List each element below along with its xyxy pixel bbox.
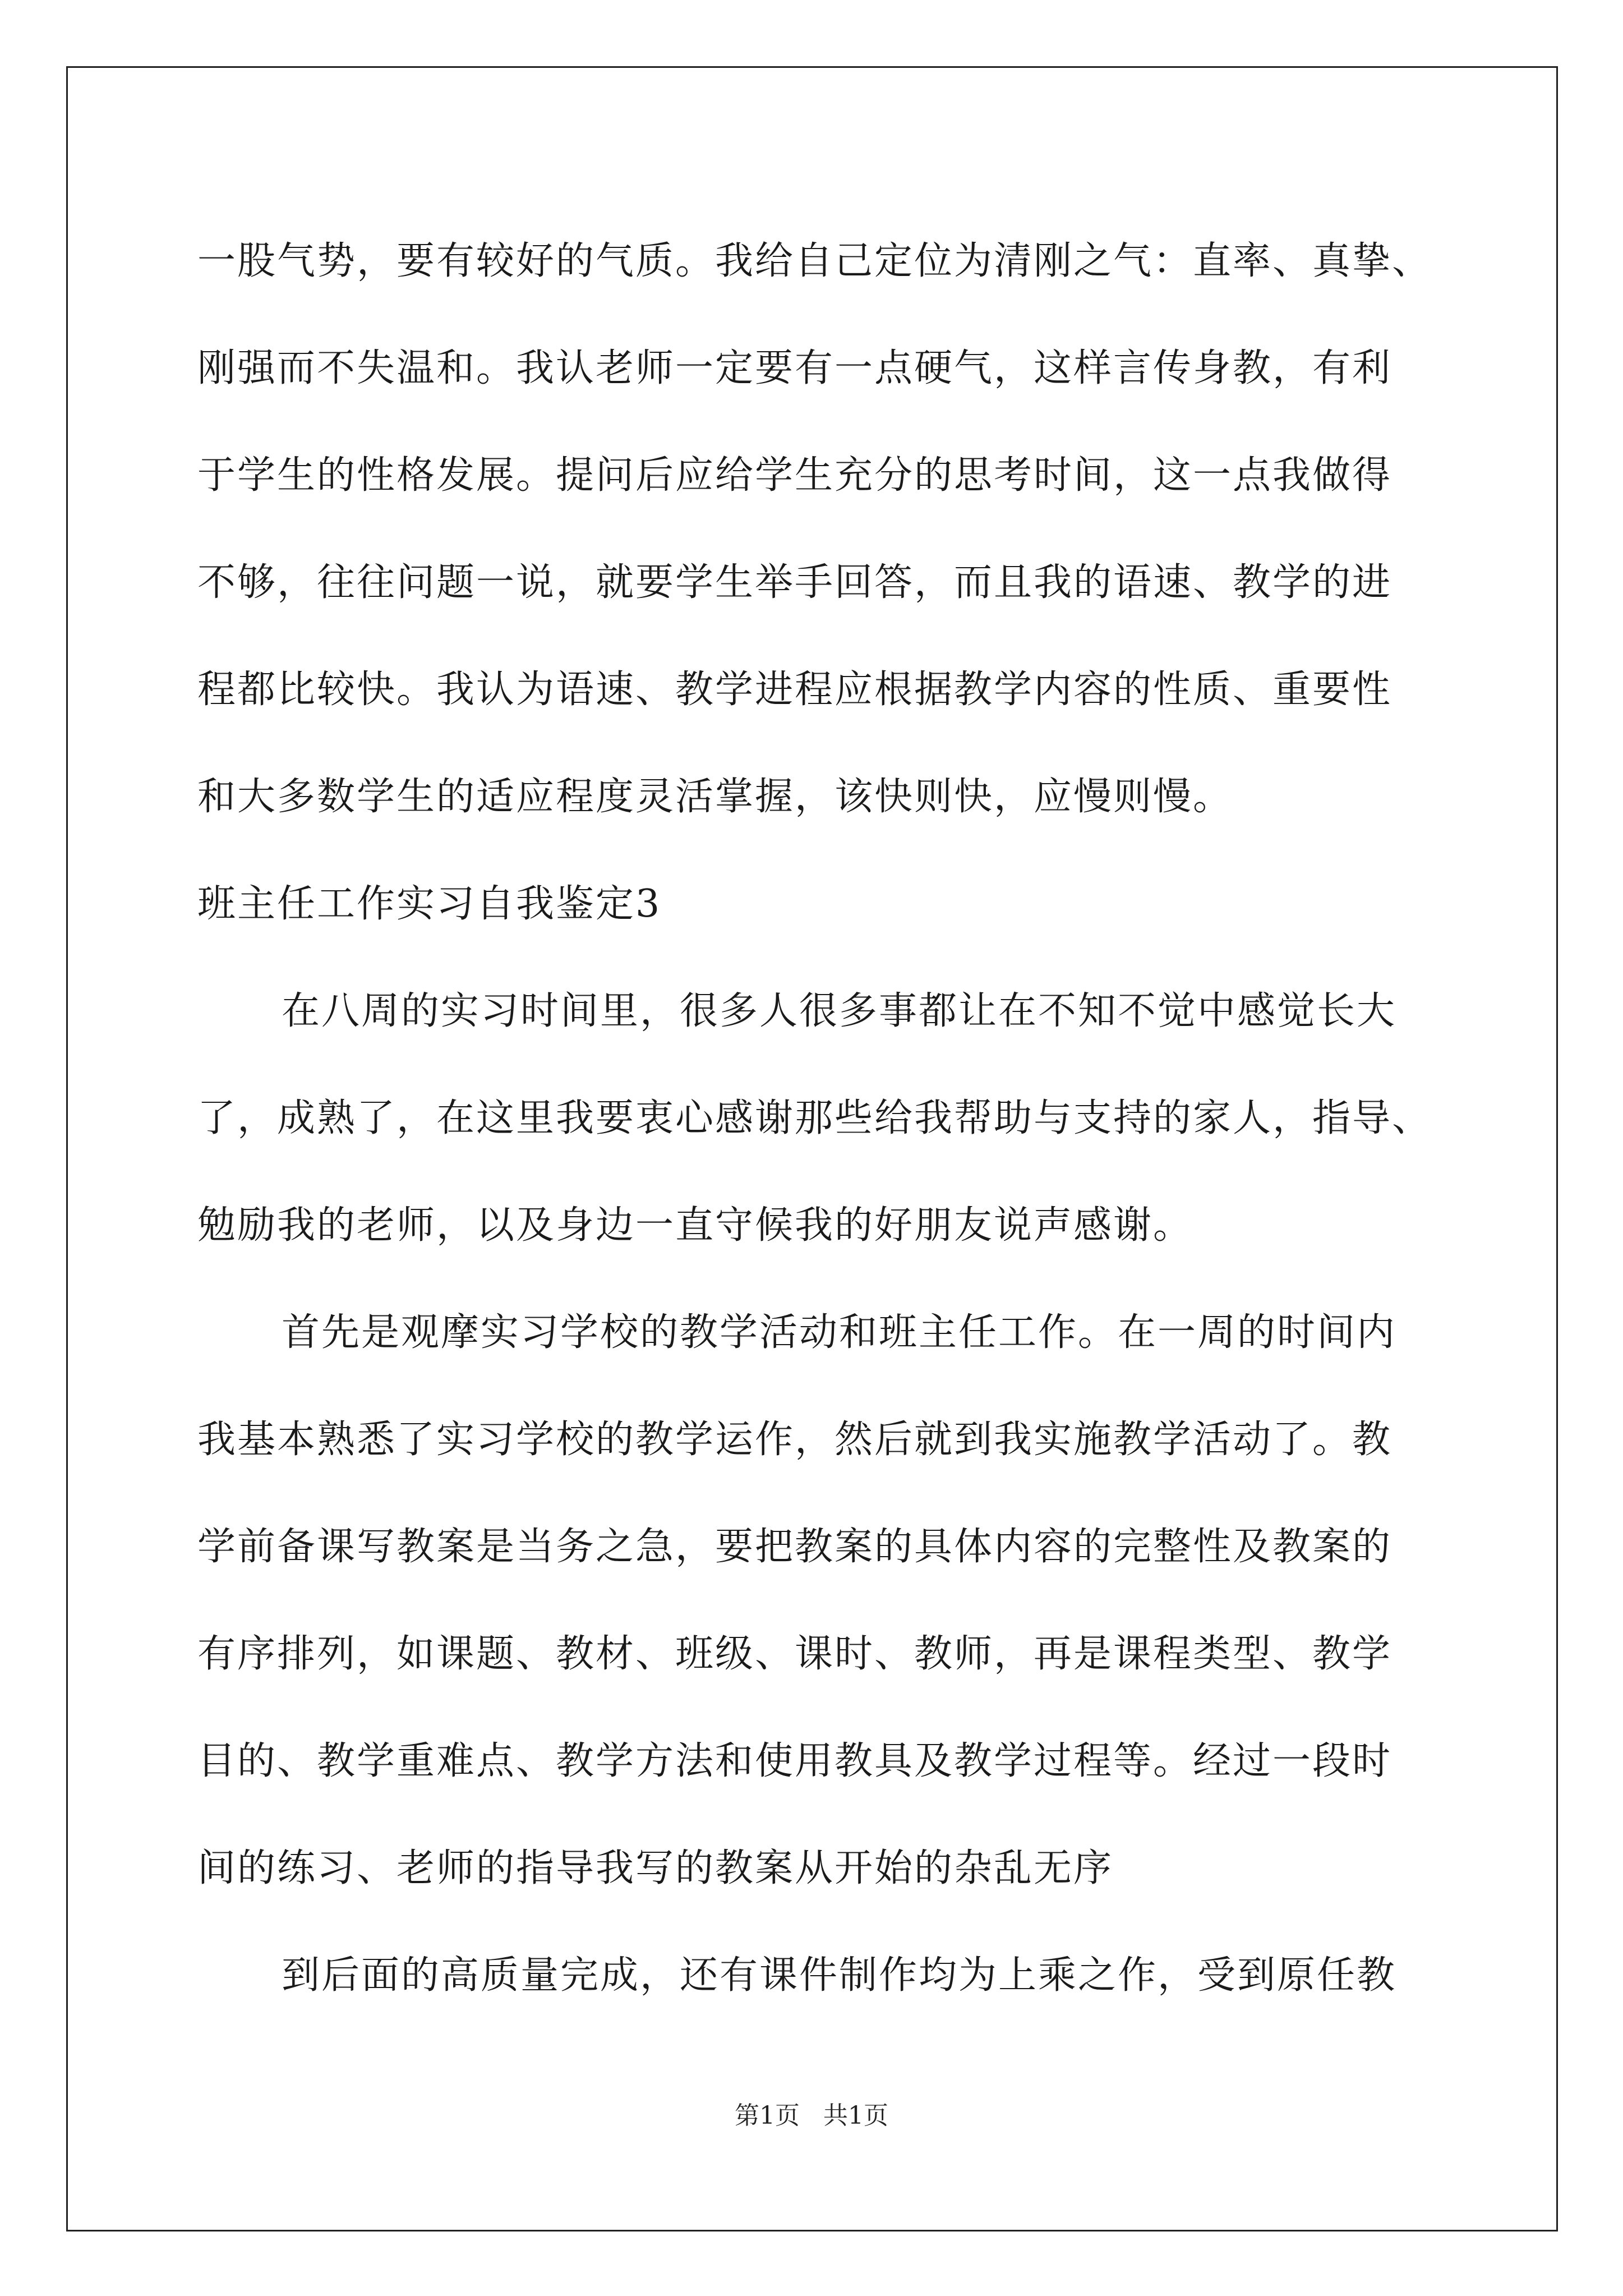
text-line: 班主任工作实习自我鉴定3 [197, 882, 662, 926]
text-line: 了，成熟了，在这里我要衷心感谢那些给我帮助与支持的家人，指导、 [197, 1096, 1432, 1140]
document-body [197, 208, 1442, 2029]
text-line: 目的、教学重难点、教学方法和使用教具及教学过程等。经过一段时 [197, 1739, 1393, 1783]
text-line: 在八周的实习时间里，很多人很多事都让在不知不觉中感觉长大 [282, 989, 1397, 1033]
text-line: 我基本熟悉了实习学校的教学运作，然后就到我实施教学活动了。教 [197, 1418, 1393, 1462]
page-number-current: 第1页 [735, 2101, 800, 2130]
text-line: 间的练习、老师的指导我写的教案从开始的杂乱无序 [197, 1846, 1114, 1890]
page-number-total: 共1页 [823, 2101, 888, 2130]
text-line: 学前备课写教案是当务之急，要把教案的具体内容的完整性及教案的 [197, 1525, 1393, 1569]
text-line: 勉励我的老师，以及身边一直守候我的好朋友说声感谢。 [197, 1203, 1193, 1248]
text-line: 到后面的高质量完成，还有课件制作均为上乘之作，受到原任教 [282, 1953, 1397, 1998]
text-line: 一股气势，要有较好的气质。我给自己定位为清刚之气：直率、真挚、 [197, 239, 1432, 283]
text-line: 刚强而不失温和。我认老师一定要有一点硬气，这样言传身教，有利 [197, 346, 1393, 390]
text-line: 程都比较快。我认为语速、教学进程应根据教学内容的性质、重要性 [197, 668, 1393, 712]
text-line: 和大多数学生的适应程度灵活掌握，该快则快，应慢则慢。 [197, 775, 1233, 819]
page-footer [0, 2095, 1623, 2131]
text-line: 不够，往往问题一说，就要学生举手回答，而且我的语速、教学的进 [197, 560, 1393, 605]
text-line: 有序排列，如课题、教材、班级、课时、教师，再是课程类型、教学 [197, 1632, 1393, 1676]
text-line: 于学生的性格发展。提问后应给学生充分的思考时间，这一点我做得 [197, 453, 1393, 498]
text-line: 首先是观摩实习学校的教学活动和班主任工作。在一周的时间内 [282, 1310, 1397, 1355]
